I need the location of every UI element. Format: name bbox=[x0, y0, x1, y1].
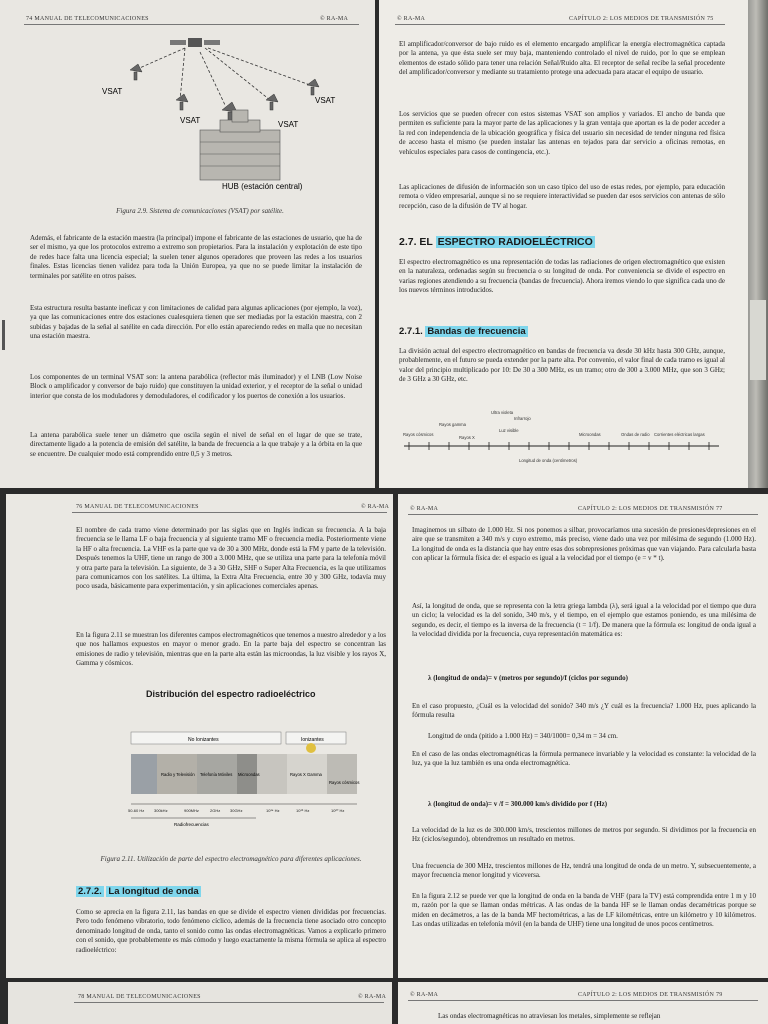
paragraph: Los servicios que se pueden ofrecer con estos sistemas VSAT son amplios y variados. El ancho de banda que permiten es suficiente para la mayor parte de las aplicaciones y la gran ventaja que aportan es la de poder acceder a la red con independencia de la ubicación geográfica y física del usuario sin necesidad de tender ninguna red física de acceso hasta el mismo (se pueden instalar las antenas en tejados para dar servicio a oficinas remotas, en vehículos especiales para casos de contingencia, etc.). bbox=[399, 110, 725, 156]
book-spine bbox=[748, 0, 768, 488]
publisher-mark: © RA-MA bbox=[410, 506, 439, 512]
paragraph: El nombre de cada tramo viene determinado por las siglas que en Inglés indican su frecuencia. A la baja frecuencia se le llama LF o baja frecuencia y al siguiente tramo MF o frecuencia media. Posteriormente viene la HF o alta frecuencia. La VHF es la parte que va de 30 a 300 MHz, donde está la FM y parte de la televisión. Después tenemos la UHF, tiene un rango de 300 a 3.000 MHz, que se utiliza una parte para la telefonía móvil y otra parte para la televisión. La siguiente, de 3 a 30 GHz, SHF o Super Alta Frecuencia, es la que utilizamos para comunicarnos con los satélites. La última, la Extra Alta Frecuencia, entre 30 y 300 GHz, todavía muy poco usada, básicamente para experimentación, y sin aplicaciones comerciales apenas. bbox=[76, 526, 386, 591]
publisher-mark: © RA-MA bbox=[397, 16, 426, 22]
paragraph: Así, la longitud de onda, que se representa con la letra griega lambda (λ), será igual a la velocidad por el tiempo que dura un ciclo; la velocidad es la del sonido, 340 m/s, y el tiempo, en el ejemplo que estamos poniendo, es una milésima de segundo, es decir, el tiempo es la inversa de la frecuencia (t = 1/f). De manera que la fórmula es: longitud de onda igual a la velocidad dividida por la frecuencia, cuya representación matemática es: bbox=[412, 602, 756, 639]
library-sticker bbox=[750, 300, 766, 380]
paragraph: Como se aprecia en la figura 2.11, las bandas en que se divide el espectro vienen divididas por frecuencias. Pero todo fenómeno vibratorio, todo fenómeno cíclico, además de la frecuencia tiene asociado otro concepto denominado longitud de onda, tanto el sonido como las ondas electromagnéticas. Vamos a explicarlo primero con el sonido, que probablemente es más cómodo y luego exactamente la misma fórmula se aplica al espectro radioeléctrico: bbox=[76, 908, 386, 954]
svg-text:Radio y Televisión: Radio y Televisión bbox=[161, 772, 195, 777]
subsection-heading bbox=[399, 326, 528, 337]
wavelength-formula: λ (longitud de onda)= v (metros por segundo)/f (ciclos por segundo) bbox=[428, 674, 628, 682]
publisher-mark: © RA-MA bbox=[358, 994, 387, 1000]
paragraph: La antena parabólica suele tener un diámetro que oscila según el nivel de señal en el lugar de que se trate, directamente ligado a la potencia de emisión del satélite, la banda de frecuencia a la que trabaje y a la órbita en la que se encuentre. De cualquier modo está comprendido entre 0,5 y 3 metros. bbox=[30, 431, 362, 458]
page-77 bbox=[398, 494, 768, 978]
figure-caption: Figura 2.11. Utilización de parte del espectro electromagnético para diferentes aplicaciones. bbox=[100, 855, 362, 863]
subsection-number: 2.7.2. bbox=[78, 886, 102, 897]
paragraph: Una frecuencia de 300 MHz, trescientos millones de Hz, tendrá una longitud de onda de un metro. Y, subsecuentemente, a mayor frecuencia menor longitud y viceversa. bbox=[412, 862, 756, 880]
section-title: ESPECTRO RADIOELÉCTRICO bbox=[437, 236, 593, 248]
paragraph: El espectro electromagnético es una representación de todas las radiaciones de origen electromagnético que existen en la naturaleza, ordenadas según su frecuencia o su longitud de onda. Por conveniencia se divide el espectro en varias regiones atendiendo a su frecuencia (bandas de frecuencia). Ahora iremos viendo lo que significa cada uno de los nuevos términos introducidos. bbox=[399, 258, 725, 295]
svg-text:300kHz: 300kHz bbox=[154, 808, 168, 813]
figure-title: Distribución del espectro radioeléctrico bbox=[146, 689, 316, 699]
svg-text:10¹⁶ Hz: 10¹⁶ Hz bbox=[296, 808, 310, 813]
section-heading bbox=[399, 236, 595, 248]
svg-text:Longitud de onda (centímetros): Longitud de onda (centímetros) bbox=[519, 458, 578, 463]
publisher-mark: © RA-MA bbox=[320, 16, 349, 22]
running-header: CAPÍTULO 2: LOS MEDIOS DE TRANSMISIÓN 75 bbox=[569, 16, 714, 22]
svg-text:Radiofrecuencias: Radiofrecuencias bbox=[174, 822, 209, 827]
figure-caption: Figura 2.9. Sistema de comunicaciones (VSAT) por satélite. bbox=[116, 207, 284, 215]
svg-text:Rayos gamma: Rayos gamma bbox=[439, 422, 466, 427]
binder-clip bbox=[2, 320, 5, 350]
paragraph: El amplificador/conversor de bajo ruido es el elemento encargado amplificar la energía electromagnética captada por la antena, ya que ésta suele ser muy baja, manteniendo controlado el nivel de ruido, por lo que se emplean elementos de estado sólido para tener una relación Señal/Ruido alta. El receptor de señal recibe la señal procedente del amplificador/conversor y mediante su tratamiento protege una adecuada para atacar el equipo de usuario. bbox=[399, 40, 725, 77]
running-header: CAPÍTULO 2: LOS MEDIOS DE TRANSMISIÓN 77 bbox=[578, 506, 723, 512]
header-rule bbox=[72, 512, 387, 513]
paragraph: En la figura 2.11 se muestran los diferentes campos electromagnéticos que tenemos a nuestro alrededor y a los que nos hallamos expuestos en mayor o menor grado. En la parte baja del espectro se concentran las emisiones de radio y televisión, mientras que en la parte alta están las microondas, la luz visible y los rayos X, Gamma y cósmicos. bbox=[76, 631, 386, 668]
svg-text:VSAT: VSAT bbox=[278, 120, 299, 129]
svg-text:10¹⁴ Hz: 10¹⁴ Hz bbox=[266, 808, 280, 813]
header-rule bbox=[408, 514, 758, 515]
subsection-number: 2.7.1. bbox=[399, 326, 423, 337]
running-header: 78 MANUAL DE TELECOMUNICACIONES bbox=[78, 994, 201, 1000]
spectrum-bands-figure bbox=[399, 406, 729, 466]
publisher-mark: © RA-MA bbox=[410, 992, 439, 998]
header-rule bbox=[408, 1000, 758, 1001]
em-wavelength-formula: λ (longitud de onda)= v /f = 300.000 km/s dividido por f (Hz) bbox=[428, 800, 608, 808]
svg-text:VSAT: VSAT bbox=[180, 116, 201, 125]
section-number: 2.7. EL bbox=[399, 236, 433, 248]
svg-text:Infrarrojo: Infrarrojo bbox=[514, 416, 531, 421]
satellite-icon bbox=[170, 38, 220, 47]
spectrum-distribution-figure bbox=[126, 704, 366, 844]
svg-text:VSAT: VSAT bbox=[315, 96, 336, 105]
svg-text:Rayos X Gamma: Rayos X Gamma bbox=[290, 772, 322, 777]
paragraph: La velocidad de la luz es de 300.000 km/s, trescientos millones de metros por segundo. Si dividimos por la frecuencia en Hz (ciclos/segundo), obtendremos un resultado en metros. bbox=[412, 826, 756, 844]
svg-text:Corrientes eléctricas largas: Corrientes eléctricas largas bbox=[654, 432, 705, 437]
svg-text:Luz visible: Luz visible bbox=[499, 428, 519, 433]
calculation: Longitud de onda (pitido a 1.000 Hz) = 340/1000= 0,34 m = 34 cm. bbox=[428, 732, 618, 740]
paragraph: Imaginemos un silbato de 1.000 Hz. Si nos ponemos a silbar, provocaríamos una sucesión de presiones/depresiones en el aire que se transmiten a 340 m/s y cuyo extremo, más preciso, viene dado una vez por milésima de segundo (1.000 Hz). La longitud de onda es la distancia que hay entre esas dos sobrepresiones próximas que van viajando. Para calcularla basta con aplicar la fórmula física de: el espacio es igual a la velocidad por el tiempo (e = v * t). bbox=[412, 526, 756, 563]
svg-text:10²⁰ Hz: 10²⁰ Hz bbox=[331, 808, 345, 813]
subsection-heading bbox=[76, 886, 201, 897]
svg-text:Ondas de radio: Ondas de radio bbox=[621, 432, 650, 437]
svg-text:Telefonía Móviles: Telefonía Móviles bbox=[200, 772, 233, 777]
svg-text:900MHz: 900MHz bbox=[184, 808, 199, 813]
page-74 bbox=[0, 0, 375, 488]
paragraph: Esta estructura resulta bastante ineficaz y con limitaciones de calidad para algunas aplicaciones (por ejemplo, la voz), ya que las comunicaciones entre dos estaciones cualesquiera tienen que ser mediadas por la estación maestra, con 2 subidas y bajadas de la señal al satélite en cada dirección. Por ello están apareciendo redes en malla que no necesitan una estación maestra. bbox=[30, 304, 362, 341]
svg-text:Rayos cósmicos: Rayos cósmicos bbox=[403, 432, 434, 437]
paragraph: Los componentes de un terminal VSAT son: la antena parabólica (reflector más iluminador) y el LNB (Low Noise Block o amplificador y conversor de bajo ruido) que constituyen la unidad exterior, y el receptor de la señal o unidad interior que consta de los moduladores y demoduladores, el codificador y los puertos de conexión a los usuarios. bbox=[30, 373, 362, 400]
page-79 bbox=[398, 982, 768, 1024]
header-rule bbox=[24, 24, 359, 25]
svg-text:Microondas: Microondas bbox=[238, 772, 260, 777]
paragraph: La división actual del espectro electromagnético en bandas de frecuencia va desde 30 kHz hasta 300 GHz, aunque, probablemente, en el futuro se pueda extender por la parte alta. Por convenio, el valor final de cada tramo es igual al valor del principio multiplicado por 10: De 30 a 300 MHz, es un tramo; otro de 300 a 3.000 MHz, que son 3 GHz; de 3 GHz a 30 GHz, etc. bbox=[399, 347, 725, 384]
svg-text:Rayos cósmicos: Rayos cósmicos bbox=[329, 780, 360, 785]
radiation-icon bbox=[306, 743, 316, 753]
paragraph: En el caso de las ondas electromagnéticas la fórmula permanece invariable y la velocidad es constante: la velocidad de la luz, ya que la luz también es una onda electromagnética. bbox=[412, 750, 756, 768]
svg-text:Microondas: Microondas bbox=[579, 432, 601, 437]
hub-building-icon bbox=[200, 110, 280, 180]
svg-text:2GHz: 2GHz bbox=[210, 808, 221, 813]
svg-text:Ultra violeta: Ultra violeta bbox=[491, 410, 514, 415]
page-78 bbox=[8, 982, 392, 1024]
header-rule bbox=[74, 1002, 384, 1003]
page-76 bbox=[6, 494, 393, 978]
vsat-network-figure bbox=[60, 30, 360, 200]
header-rule bbox=[395, 24, 725, 25]
subsection-title: La longitud de onda bbox=[108, 886, 199, 897]
running-header: 74 MANUAL DE TELECOMUNICACIONES bbox=[26, 16, 149, 22]
svg-text:50-60 Hz: 50-60 Hz bbox=[128, 808, 145, 813]
running-header: 76 MANUAL DE TELECOMUNICACIONES bbox=[76, 504, 199, 510]
paragraph: Las aplicaciones de difusión de información son un caso típico del uso de estas redes, por ejemplo, para educación remota o vídeo empresarial, aunque si no se requiere interactividad se pueden dar esos servicios con antenas de sólo recepción, caso de la difusión de TV al hogar. bbox=[399, 183, 725, 210]
svg-text:30GHz: 30GHz bbox=[230, 808, 243, 813]
paragraph: En la figura 2.12 se puede ver que la longitud de onda en la banda de VHF (para la TV) está comprendida entre 1 m y 10 m, razón por la que se llaman ondas métricas. A las ondas de la banda HF se le llaman ondas decamétricas porque se miden en decámetros, a las de la banda MF hectométricas, a las de LF kilométricas, entre un kilómetro y 10 kilómetros. Las ondas utilizadas en telefonía móvil (en la banda de UHF) tiene una longitud de unos pocos centímetros. bbox=[412, 892, 756, 929]
svg-text:VSAT: VSAT bbox=[102, 87, 123, 96]
paragraph: Las ondas electromagnéticas no atraviesan los metales, simplemente se reflejan bbox=[438, 1012, 661, 1020]
subsection-title: Bandas de frecuencia bbox=[427, 326, 526, 337]
antenna-icon bbox=[130, 64, 142, 72]
svg-text:Rayos X: Rayos X bbox=[459, 435, 475, 440]
antenna-icon bbox=[134, 72, 137, 80]
svg-text:Ionizantes: Ionizantes bbox=[301, 737, 324, 743]
page-75 bbox=[379, 0, 768, 488]
paragraph: En el caso propuesto, ¿Cuál es la velocidad del sonido? 340 m/s ¿Y cuál es la frecuencia? 1.000 Hz, pues aplicando la fórmula resulta bbox=[412, 702, 756, 720]
svg-text:HUB (estación central): HUB (estación central) bbox=[222, 182, 303, 191]
svg-text:No Ionizantes: No Ionizantes bbox=[188, 737, 219, 743]
running-header: CAPÍTULO 2: LOS MEDIOS DE TRANSMISIÓN 79 bbox=[578, 992, 723, 998]
publisher-mark: © RA-MA bbox=[361, 504, 390, 510]
paragraph: Además, el fabricante de la estación maestra (la principal) impone el fabricante de las estaciones de usuario, que ha de ser el mismo, ya que los protocolos extremo a extremo son propietarios. Para la instalación y explotación de este tipo de redes hace falta una licencia especial; la suelen tener algunos operadores que proveen las redes a los usuarios finales. Estas licencias tienen validez para toda la Unión Europea, ya que no se puede limitar la instalación de terminales por satélite en otros países. bbox=[30, 234, 362, 280]
